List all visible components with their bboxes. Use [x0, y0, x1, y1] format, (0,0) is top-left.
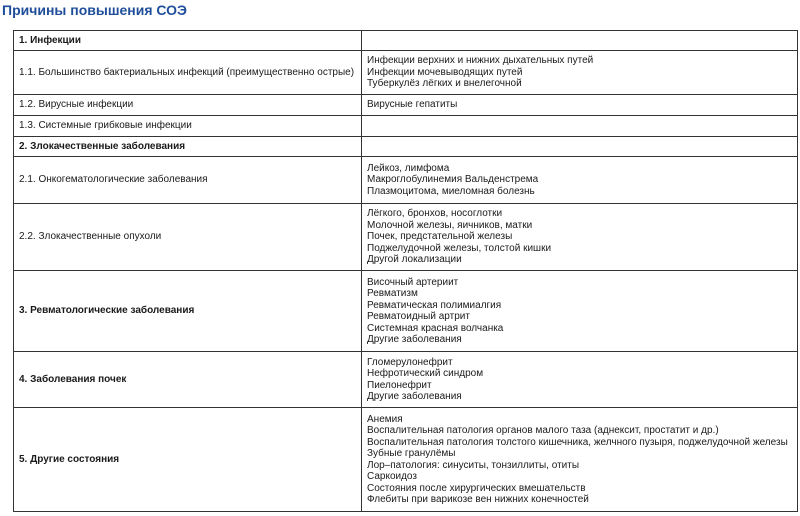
examples-cell	[362, 51, 798, 95]
table-row	[14, 408, 798, 512]
example-item: Воспалительная патология толстого кишечника, желчного пузыря, поджелудочной железы	[367, 436, 788, 448]
examples-cell	[362, 352, 798, 408]
example-item: Инфекции мочевыводящих путей	[367, 66, 523, 78]
page-title: Причины повышения СОЭ	[2, 2, 188, 18]
example-item: Другой локализации	[367, 254, 462, 266]
causes-table	[13, 30, 798, 512]
example-item: Состояния после хирургических вмешательств	[367, 482, 586, 494]
example-item: Ревматизм	[367, 288, 418, 299]
examples-cell	[362, 408, 798, 512]
example-item: Лейкоз, лимфома	[367, 162, 450, 174]
example-item: Другие заболевания	[367, 334, 462, 345]
example-item: Системная красная волчанка	[367, 322, 504, 334]
table-row	[14, 204, 798, 271]
category-cell: 2. Злокачественные заболевания	[14, 137, 362, 157]
table-row	[14, 31, 798, 51]
examples-cell	[362, 31, 798, 51]
example-item: Воспалительная патология органов малого таза (аднексит, простатит и др.)	[367, 425, 719, 436]
category-cell: 5. Другие состояния	[14, 408, 362, 512]
example-item: Молочной железы, яичников, матки	[367, 219, 533, 231]
category-cell: 4. Заболевания почек	[14, 352, 362, 408]
category-cell: 1. Инфекции	[14, 31, 362, 51]
examples-cell	[362, 95, 798, 116]
table-row	[14, 95, 798, 116]
table-row	[14, 116, 798, 137]
example-item: Нефротический синдром	[367, 368, 484, 379]
examples-cell	[362, 137, 798, 157]
example-item: Флебиты при варикозе вен нижних конечностей	[367, 494, 589, 505]
examples-cell	[362, 204, 798, 271]
table-row	[14, 137, 798, 157]
category-cell: 1.3. Системные грибковые инфекции	[14, 116, 362, 137]
table-row	[14, 157, 798, 204]
example-item: Височный артериит	[367, 276, 459, 288]
example-item: Поджелудочной железы, толстой кишки	[367, 242, 552, 254]
table-row	[14, 271, 798, 352]
example-item: Лор–патология: синуситы, тонзиллиты, отиты	[367, 459, 580, 471]
category-cell: 3. Ревматологические заболевания	[14, 271, 362, 352]
example-item: Туберкулёз лёгких и внелегочной	[367, 78, 522, 90]
example-item: Плазмоцитома, миеломная болезнь	[367, 185, 535, 197]
causes-table-body	[14, 31, 798, 512]
example-item: Вирусные гепатиты	[367, 99, 458, 111]
example-item: Макроглобулинемия Вальденстрема	[367, 174, 539, 186]
example-item: Ревматическая полимиалгия	[367, 299, 502, 311]
example-item: Гломерулонефрит	[367, 356, 453, 368]
example-item: Саркоидоз	[367, 471, 417, 482]
category-cell: 1.1. Большинство бактериальных инфекций (преимущественно острые)	[14, 51, 362, 95]
example-item: Анемия	[367, 413, 403, 425]
example-item: Почек, предстательной железы	[367, 231, 513, 243]
example-item: Пиелонефрит	[367, 379, 432, 391]
example-item: Ревматоидный артрит	[367, 311, 470, 322]
category-cell: 2.1. Онкогематологические заболевания	[14, 157, 362, 204]
table-row	[14, 352, 798, 408]
example-item: Зубные гранулёмы	[367, 448, 456, 459]
example-item: Другие заболевания	[367, 391, 462, 402]
table-row	[14, 51, 798, 95]
category-cell: 1.2. Вирусные инфекции	[14, 95, 362, 116]
examples-cell	[362, 157, 798, 204]
example-item: Инфекции верхних и нижних дыхательных путей	[367, 55, 594, 67]
example-item: Лёгкого, бронхов, носоглотки	[367, 208, 503, 220]
examples-cell	[362, 271, 798, 352]
category-cell: 2.2. Злокачественные опухоли	[14, 204, 362, 271]
examples-cell	[362, 116, 798, 137]
